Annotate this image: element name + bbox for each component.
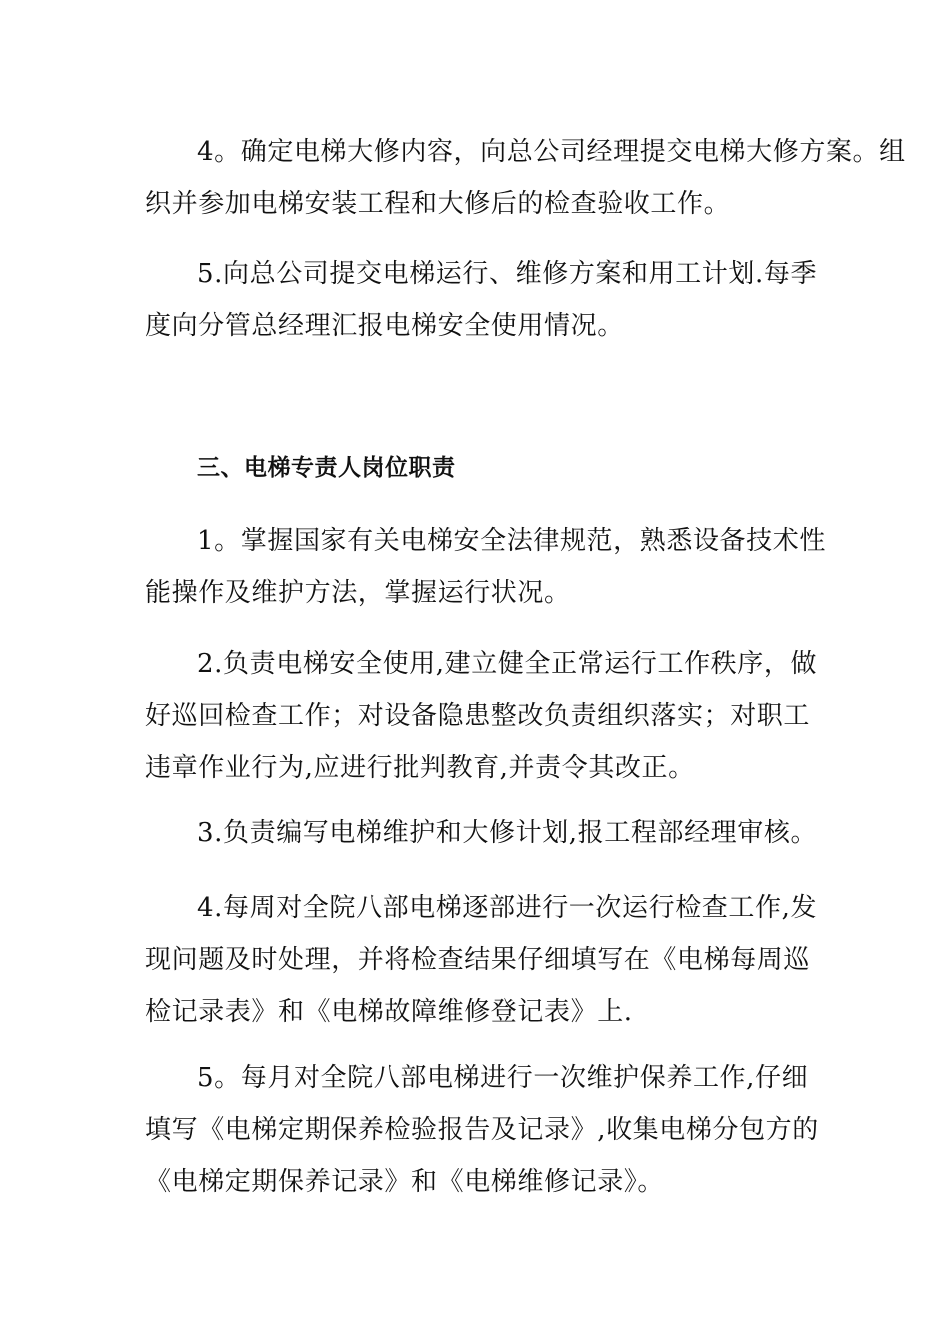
paragraph-line: 《电梯定期保养记录》和《电梯维修记录》。 (145, 1167, 665, 1197)
paragraph-line: 4.每周对全院八部电梯逐部进行一次运行检查工作,发 (197, 893, 818, 923)
paragraph-line: 检记录表》和《电梯故障维修登记表》上. (145, 997, 633, 1027)
paragraph-item-5 (145, 248, 818, 352)
paragraph-line: 5。每月对全院八部电梯进行一次维护保养工作,仔细 (197, 1063, 809, 1093)
paragraph-line: 织并参加电梯安装工程和大修后的检查验收工作。 (145, 189, 731, 219)
duty-item-2 (145, 638, 818, 794)
paragraph-line: 能操作及维护方法，掌握运行状况。 (145, 578, 571, 608)
paragraph-line: 3.负责编写电梯维护和大修计划,报工程部经理审核。 (197, 818, 818, 848)
paragraph-line: 4。确定电梯大修内容，向总公司经理提交电梯大修方案。组 (197, 137, 906, 167)
paragraph-line: 现问题及时处理，并将检查结果仔细填写在《电梯每周巡 (145, 945, 811, 975)
duty-item-5 (145, 1052, 819, 1208)
duty-item-1 (145, 515, 826, 619)
paragraph-line: 违章作业行为,应进行批判教育,并责令其改正。 (145, 753, 695, 783)
paragraph-line: 2.负责电梯安全使用,建立健全正常运行工作秩序，做 (197, 649, 818, 679)
paragraph-item-4 (145, 126, 906, 230)
paragraph-line: 好巡回检查工作；对设备隐患整改负责组织落实；对职工 (145, 701, 811, 731)
duty-item-3 (145, 807, 818, 859)
section-heading: 三、电梯专责人岗位职责 (197, 455, 456, 481)
paragraph-line: 5.向总公司提交电梯运行、维修方案和用工计划.每季 (197, 259, 818, 289)
duty-item-4 (145, 882, 818, 1038)
paragraph-line: 1。掌握国家有关电梯安全法律规范，熟悉设备技术性 (197, 526, 826, 556)
paragraph-line: 填写《电梯定期保养检验报告及记录》,收集电梯分包方的 (145, 1115, 819, 1145)
paragraph-line: 度向分管总经理汇报电梯安全使用情况。 (145, 311, 624, 341)
